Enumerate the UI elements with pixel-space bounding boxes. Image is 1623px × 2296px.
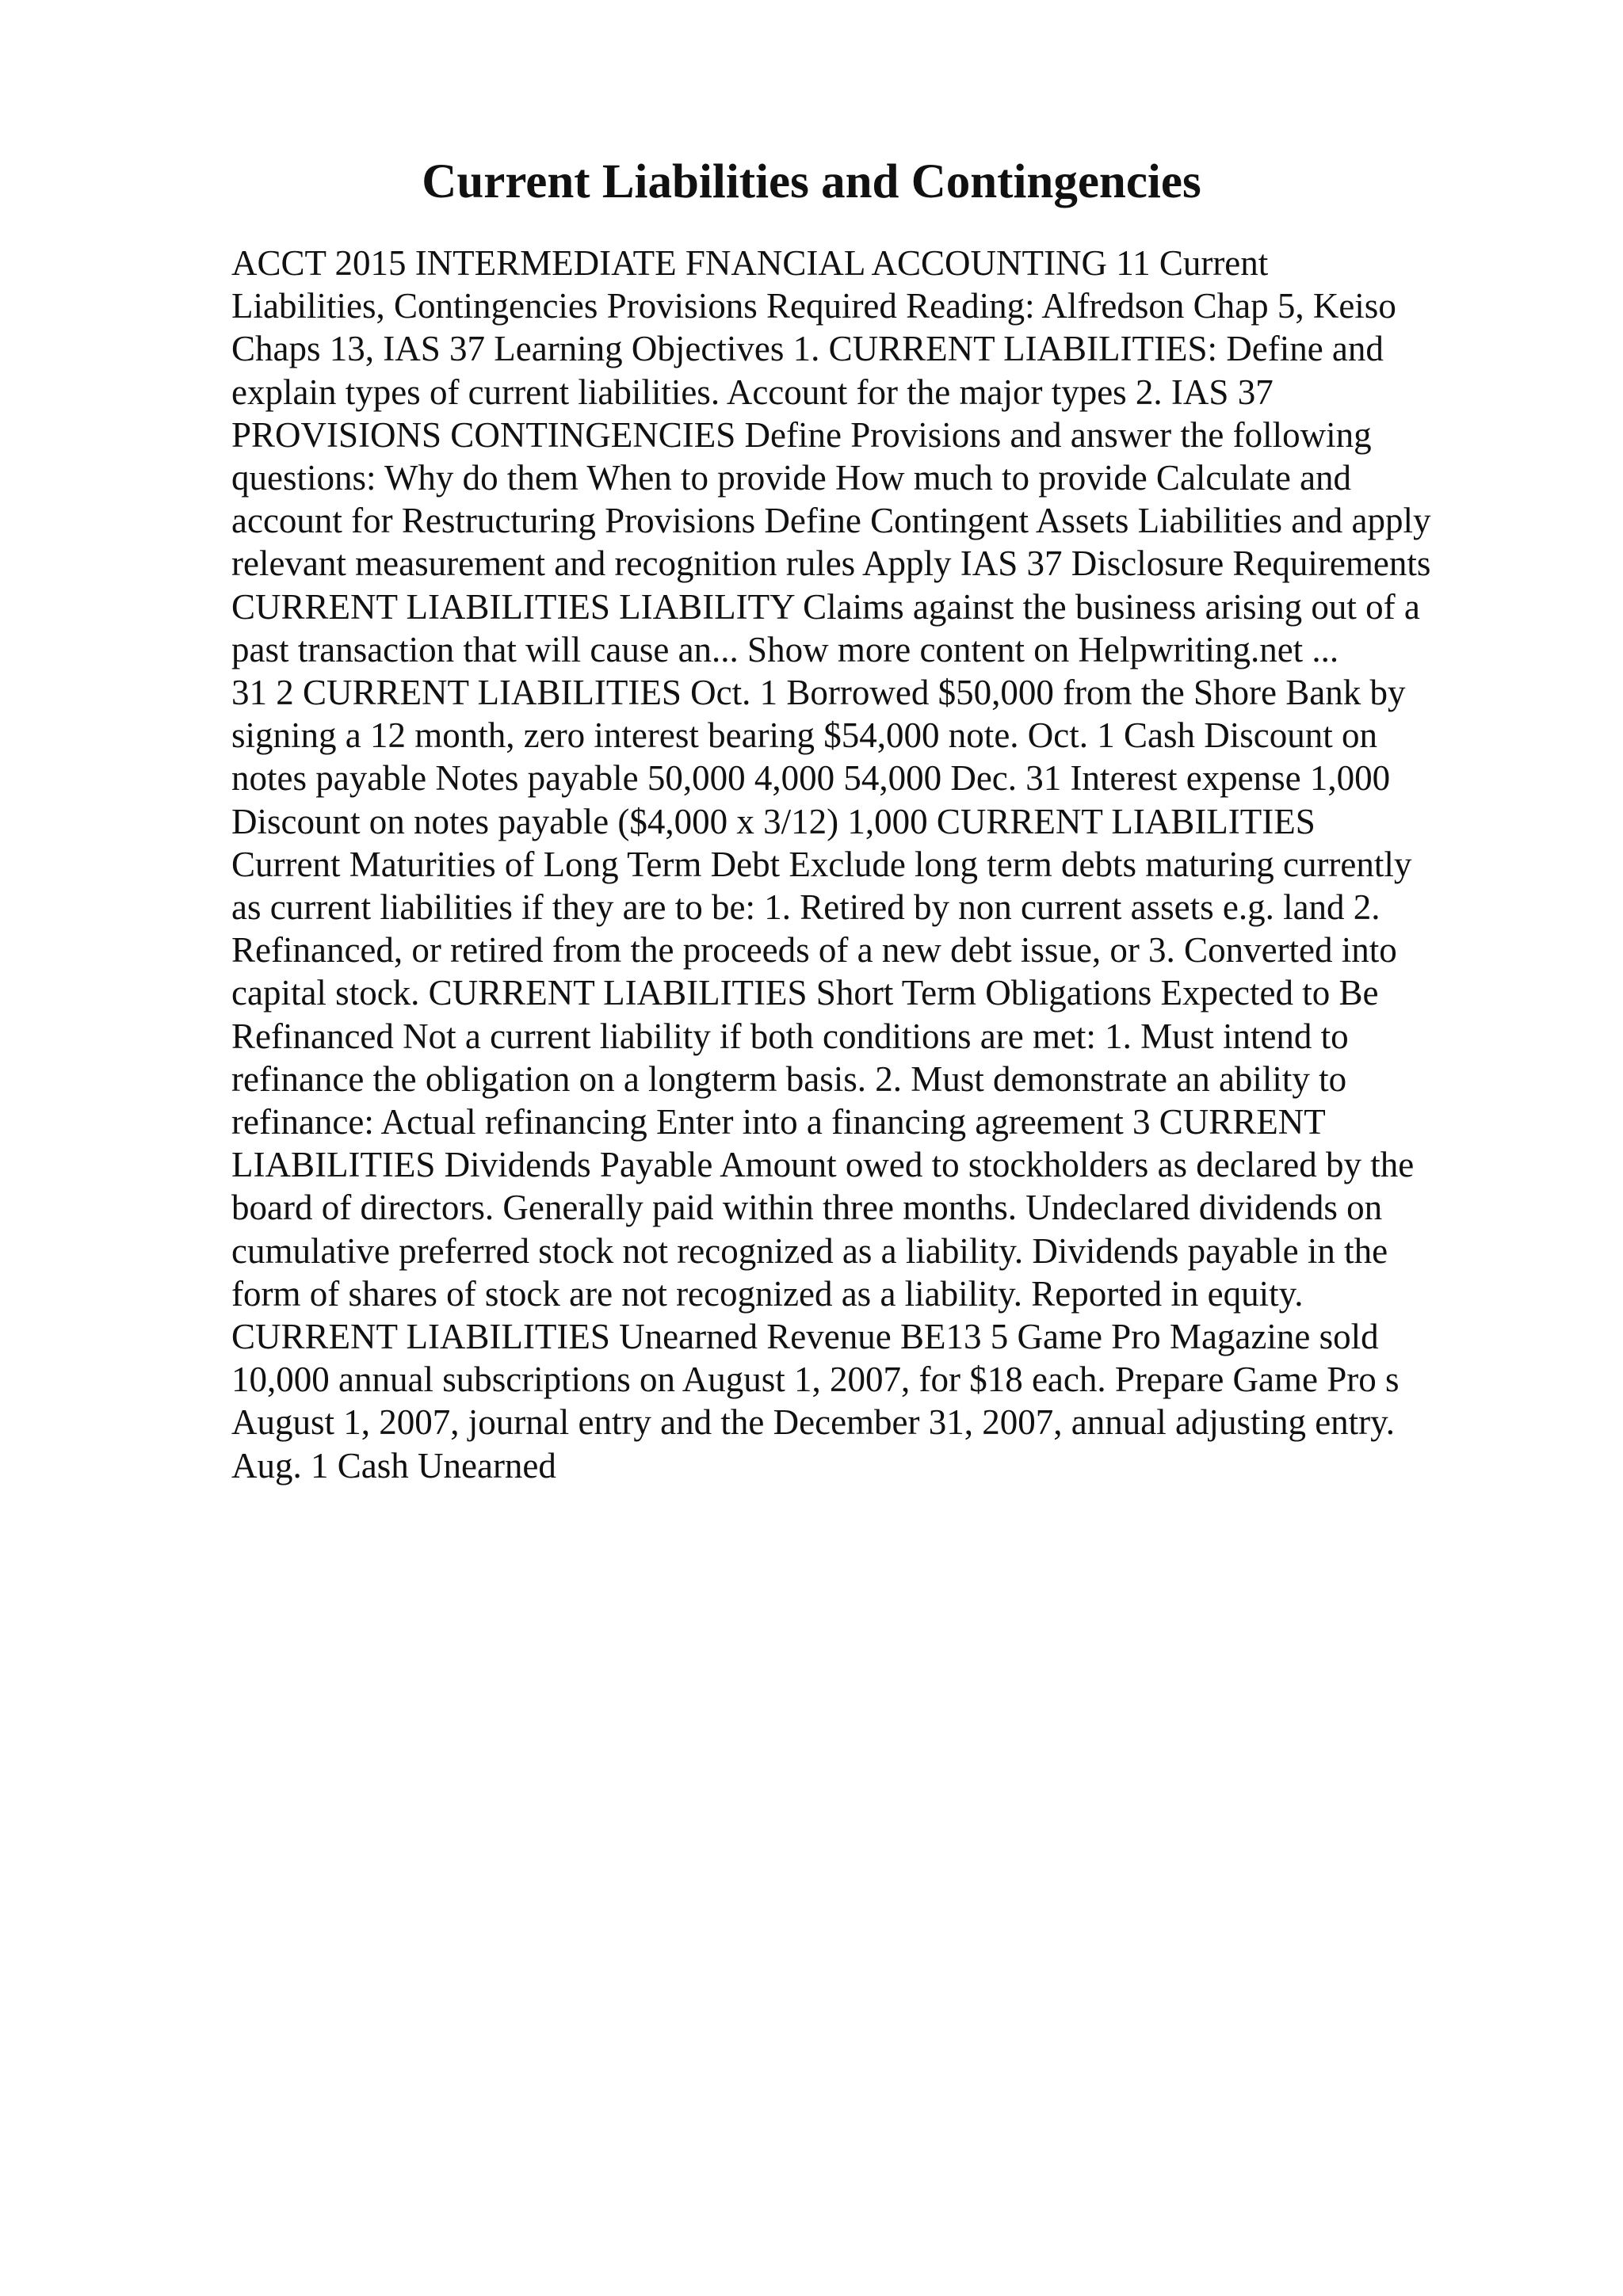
text-line: August 1, 2007, journal entry and the December 31, 2007, annual adjusting entry. bbox=[231, 1402, 1395, 1443]
text-line: signing a 12 month, zero interest bearing $54,000 note. Oct. 1 Cash Discount on bbox=[231, 715, 1377, 756]
text-line: ACCT 2015 INTERMEDIATE FNANCIAL ACCOUNTING 11 Current bbox=[231, 243, 1269, 283]
text-line: form of shares of stock are not recognized as a liability. Reported in equity. bbox=[231, 1273, 1304, 1314]
text-line: CURRENT LIABILITIES LIABILITY Claims against the business arising out of a bbox=[231, 586, 1420, 627]
text-line: notes payable Notes payable 50,000 4,000 54,000 Dec. 31 Interest expense 1,000 bbox=[231, 758, 1391, 799]
text-line: PROVISIONS CONTINGENCIES Define Provisions and answer the following bbox=[231, 414, 1372, 455]
text-line: as current liabilities if they are to be: 1. Retired by non current assets e.g. land 2. bbox=[231, 887, 1381, 928]
text-line: CURRENT LIABILITIES Unearned Revenue BE13 5 Game Pro Magazine sold bbox=[231, 1317, 1379, 1357]
text-line: relevant measurement and recognition rules Apply IAS 37 Disclosure Requirements bbox=[231, 543, 1431, 584]
text-line: Chaps 13, IAS 37 Learning Objectives 1. CURRENT LIABILITIES: Define and bbox=[231, 329, 1384, 369]
text-line: capital stock. CURRENT LIABILITIES Short Term Obligations Expected to Be bbox=[231, 973, 1379, 1013]
text-line: Refinanced, or retired from the proceeds of a new debt issue, or 3. Converted into bbox=[231, 930, 1397, 971]
text-line: account for Restructuring Provisions Define Contingent Assets Liabilities and apply bbox=[231, 501, 1431, 541]
text-line: Aug. 1 Cash Unearned bbox=[231, 1445, 556, 1486]
body-text bbox=[231, 242, 1515, 1487]
text-line: explain types of current liabilities. Account for the major types 2. IAS 37 bbox=[231, 372, 1274, 412]
text-line: 10,000 annual subscriptions on August 1, 2007, for $18 each. Prepare Game Pro s bbox=[231, 1360, 1400, 1400]
text-line: Discount on notes payable ($4,000 x 3/12) 1,000 CURRENT LIABILITIES bbox=[231, 801, 1316, 841]
text-line: past transaction that will cause an... Show more content on Helpwriting.net ... bbox=[231, 629, 1339, 669]
text-line: board of directors. Generally paid within three months. Undeclared dividends on bbox=[231, 1188, 1383, 1228]
text-line: refinance the obligation on a longterm basis. 2. Must demonstrate an ability to bbox=[231, 1058, 1347, 1099]
text-line: Liabilities, Contingencies Provisions Required Reading: Alfredson Chap 5, Keiso bbox=[231, 286, 1396, 326]
text-line: Current Maturities of Long Term Debt Exclude long term debts maturing currently bbox=[231, 844, 1412, 884]
text-line: cumulative preferred stock not recognized as a liability. Dividends payable in the bbox=[231, 1230, 1388, 1271]
text-line: Refinanced Not a current liability if both conditions are met: 1. Must intend to bbox=[231, 1016, 1349, 1056]
text-line: questions: Why do them When to provide How much to provide Calculate and bbox=[231, 458, 1352, 498]
text-line: 31 2 CURRENT LIABILITIES Oct. 1 Borrowed $50,000 from the Shore Bank by bbox=[231, 673, 1406, 713]
text-line: LIABILITIES Dividends Payable Amount owed to stockholders as declared by the bbox=[231, 1145, 1415, 1185]
page-title: Current Liabilities and Contingencies bbox=[422, 155, 1201, 208]
text-line: refinance: Actual refinancing Enter into a financing agreement 3 CURRENT bbox=[231, 1102, 1326, 1142]
